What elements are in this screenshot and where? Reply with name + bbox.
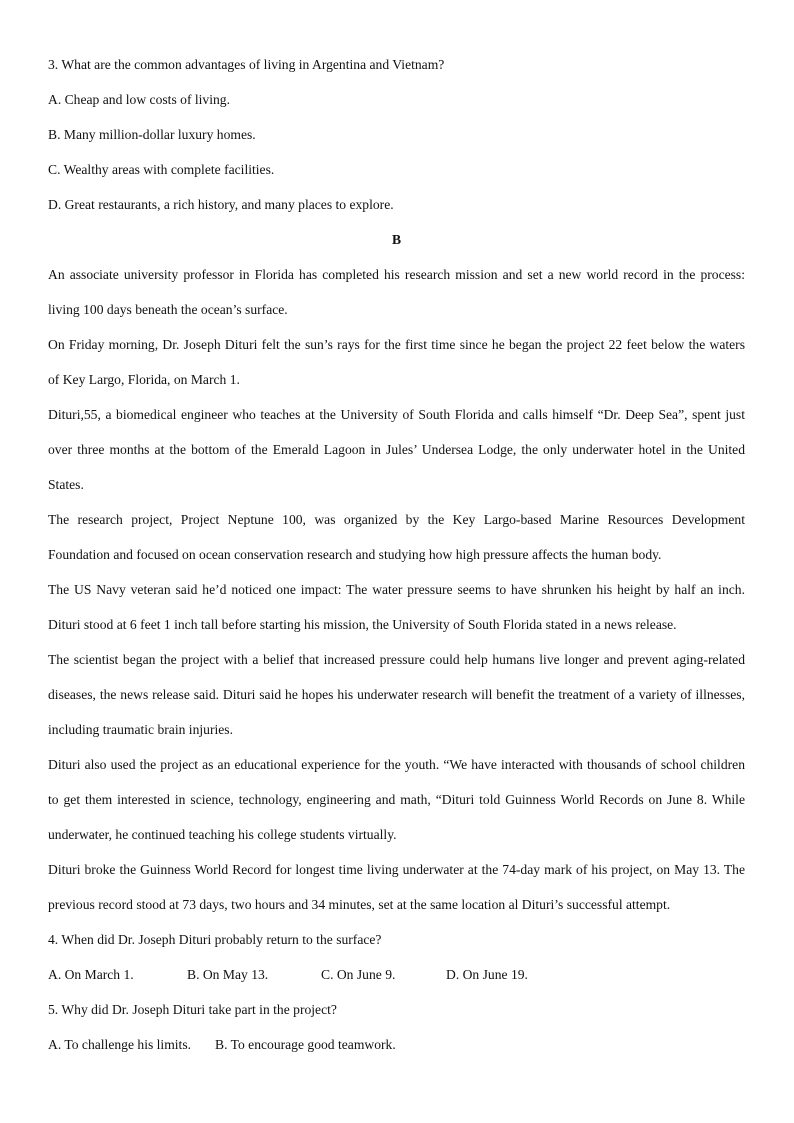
- document-page: [48, 55, 745, 1070]
- passage-line: Dituri,55, a biomedical engineer who teaches at the University of South Florida and calls himself “Dr. Deep Sea”, spent just: [48, 407, 745, 422]
- question-4-option-c: C. On June 9.: [321, 967, 396, 982]
- question-4-option-a: A. On March 1.: [48, 967, 134, 982]
- passage-line: On Friday morning, Dr. Joseph Dituri felt the sun’s rays for the first time since he began the project 22 feet below the waters: [48, 337, 745, 352]
- passage-line: Dituri broke the Guinness World Record for longest time living underwater at the 74-day mark of his project, on May 13. The: [48, 862, 745, 877]
- passage-line: underwater, he continued teaching his college students virtually.: [48, 827, 397, 842]
- passage-line: Foundation and focused on ocean conservation research and studying how high pressure affects the human body.: [48, 547, 662, 562]
- passage-line: previous record stood at 73 days, two hours and 34 minutes, set at the same location al Dituri’s successful attempt.: [48, 897, 671, 912]
- question-5-options: [48, 1035, 745, 1070]
- passage-line: living 100 days beneath the ocean’s surface.: [48, 302, 288, 317]
- question-5-text: 5. Why did Dr. Joseph Dituri take part in the project?: [48, 1002, 337, 1017]
- passage-line: The research project, Project Neptune 100, was organized by the Key Largo-based Marine Resources Development: [48, 512, 745, 527]
- question-5-option-b: B. To encourage good teamwork.: [215, 1037, 396, 1052]
- question-3-text: 3. What are the common advantages of living in Argentina and Vietnam?: [48, 57, 445, 72]
- passage-line: The US Navy veteran said he’d noticed one impact: The water pressure seems to have shrunken his height by half an inch.: [48, 582, 745, 597]
- passage-line: over three months at the bottom of the Emerald Lagoon in Jules’ Undersea Lodge, the only underwater hotel in the United: [48, 442, 745, 457]
- question-3-option-d: D. Great restaurants, a rich history, and many places to explore.: [48, 197, 394, 212]
- question-5-option-a: A. To challenge his limits.: [48, 1037, 192, 1052]
- question-4-option-b: B. On May 13.: [187, 967, 269, 982]
- question-4-options: [48, 965, 745, 1000]
- question-3-option-a: A. Cheap and low costs of living.: [48, 92, 230, 107]
- passage-line: The scientist began the project with a belief that increased pressure could help humans live longer and prevent aging-related: [48, 652, 745, 667]
- section-b-heading: B: [391, 232, 402, 247]
- passage-line: Dituri stood at 6 feet 1 inch tall before starting his mission, the University of South Florida stated in a news release.: [48, 617, 677, 632]
- question-3-option-c: C. Wealthy areas with complete facilities.: [48, 162, 275, 177]
- passage-line: of Key Largo, Florida, on March 1.: [48, 372, 240, 387]
- question-4-option-d: D. On June 19.: [446, 967, 528, 982]
- passage-line: An associate university professor in Florida has completed his research mission and set a new world record in the process:: [48, 267, 745, 282]
- passage-line: including traumatic brain injuries.: [48, 722, 233, 737]
- question-4-text: 4. When did Dr. Joseph Dituri probably return to the surface?: [48, 932, 382, 947]
- passage-line: diseases, the news release said. Dituri said he hopes his underwater research will benefit the treatment of a variety of illnesses,: [48, 687, 745, 702]
- passage-line: States.: [48, 477, 84, 492]
- passage-line: Dituri also used the project as an educational experience for the youth. “We have interacted with thousands of school children: [48, 757, 745, 772]
- question-3-option-b: B. Many million-dollar luxury homes.: [48, 127, 256, 142]
- passage-line: to get them interested in science, technology, engineering and math, “Dituri told Guinness World Records on June 8. While: [48, 792, 745, 807]
